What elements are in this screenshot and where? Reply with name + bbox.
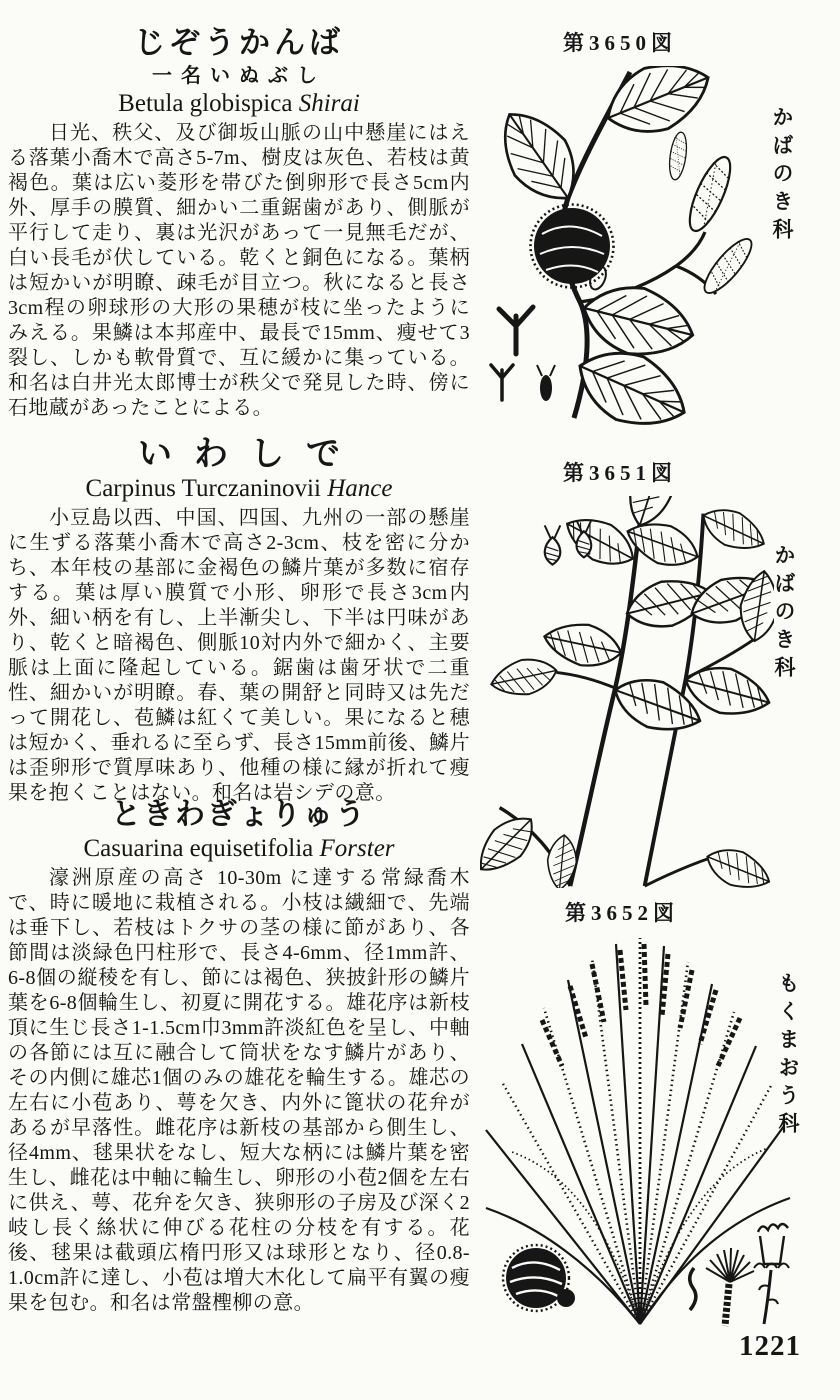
latin-binomial: Casuarina equisetifolia <box>83 835 314 862</box>
entry-title: いわしで <box>138 435 362 473</box>
entry-latin-name <box>8 474 470 503</box>
entry-body: 日光、秩父、及び御坂山脈の山中懸崖にはえる落葉小喬木で高さ5-7m、樹皮は灰色、若枝は黄褐色。葉は広い菱形を帯びた倒卵形で長さ5cm内外、厚手の膜質、細かい二重鋸歯があり、側脈が平行して走り、裏は光沢があって一見無毛だが、白い長毛が伏している。乾くと銅色になる。葉柄は短かいが明瞭、疎毛が目立つ。秋になると長さ3cm程の卵球形の大形の果穂が枝に坐ったようにみえる。果鱗は本邦産中、最長で15mm、瘦せて3裂し、しかも軟骨質で、互に緩かに集っている。和名は白井光太郎博士が秩父で発見した時、傍に石地蔵があったことによる。 <box>8 122 470 419</box>
page-number: 1221 <box>739 1330 801 1362</box>
entry-title: じぞうかんば <box>134 25 344 60</box>
flower-detail-sketches <box>690 1224 789 1326</box>
figure-3650-illustration <box>480 66 760 441</box>
family-label: かばのき科 <box>772 544 796 684</box>
entry-body: 小豆島以西、中国、四国、九州の一部の懸崖に生ずる落葉小喬木で高さ2-3cm、枝を密に分かち、本年枝の基部に金褐色の鱗片葉が多数に宿存する。葉は厚い膜質で小形、卵形で長さ3cm内外、細い柄を有し、上半漸尖し、下半は円味があり、乾くと暗褐色、側脈10対内外で細かく、主要脈は上面に隆起している。鋸歯は歯牙状で二重性、細かいが明瞭。春、葉の開舒と同時又は先だって開花し、苞鱗は紅くて美しい。果になると穂は短かく、垂れるに至らず、長さ15mm前後、鱗片は歪卵形で質厚味あり、他種の様に縁が折れて瘦果を抱くことはない。和名は岩シデの意。 <box>8 507 470 804</box>
casuarina-cone <box>503 1245 575 1311</box>
bract-and-seed-details <box>491 307 555 401</box>
hornbeam-leaves <box>480 496 774 888</box>
entry-tokiwagyoryu <box>8 796 470 1316</box>
latin-author: Shirai <box>298 90 360 117</box>
figure-caption: 第3650図 <box>563 31 677 55</box>
entry-latin-name <box>8 834 470 863</box>
entry-jizokanba <box>8 24 470 421</box>
entry-title: ときわぎょりゅう <box>111 798 367 831</box>
entry-body: 濠洲原産の高さ 10-30m に達する常緑喬木で、時に暖地に栽植される。小枝は繊細で、先端は垂下し、若枝はトクサの茎の様に節があり、各節間は淡緑色円柱形で、長さ4-6mm、径1mm許、6-8個の縦稜を有し、節には褐色、狭披針形の鱗片葉を6-8個輪生し、初夏に開花する。雄花序は新枝頂に生じ長さ1-1.5cm巾3mm許淡紅色を呈し、中軸の各節には互に融合して筒状をなす鱗片があり、その内側に雄芯1個のみの雄花を輪生する。雄芯の左右に小苞あり、萼を欠き、内外に篦状の花弁があるが早落性。雌花序は新枝の基部から側生し、径4mm、毬果状をなし、短大な柄には鱗片葉を密生し、雌花は中軸に輪生し、卵形の小苞2個を左右に供え、萼、花弁を欠き、狭卵形の子房及び深く2岐し長く絲状に伸びる花柱の分枝を有する。花後、毬果は截頭広楕円形又は球形となり、径0.8-1.0cm許に達し、小苞は増大木化して扁平有翼の瘦果を包む。和名は常盤檉柳の意。 <box>8 867 470 1314</box>
entry-subtitle: 一名いぬぶし <box>152 65 326 87</box>
entry-iwashide <box>8 434 470 806</box>
latin-binomial: Carpinus Turczaninovii <box>85 475 321 502</box>
figure-3650 <box>480 30 830 450</box>
figure-3652 <box>472 900 832 1350</box>
entry-latin-name <box>8 89 470 118</box>
family-label: もくまおう科 <box>776 972 800 1140</box>
figure-3651-illustration <box>480 496 774 888</box>
figure-3652-illustration <box>472 934 802 1339</box>
family-label: かばのき科 <box>770 106 794 246</box>
figure-3651 <box>480 460 830 895</box>
birch-catkins <box>667 131 758 299</box>
latin-binomial: Betula globispica <box>118 90 293 117</box>
figure-caption: 第3651図 <box>563 461 677 485</box>
latin-author: Hance <box>327 475 393 502</box>
latin-author: Forster <box>319 835 395 862</box>
figure-caption: 第3652図 <box>565 901 679 925</box>
